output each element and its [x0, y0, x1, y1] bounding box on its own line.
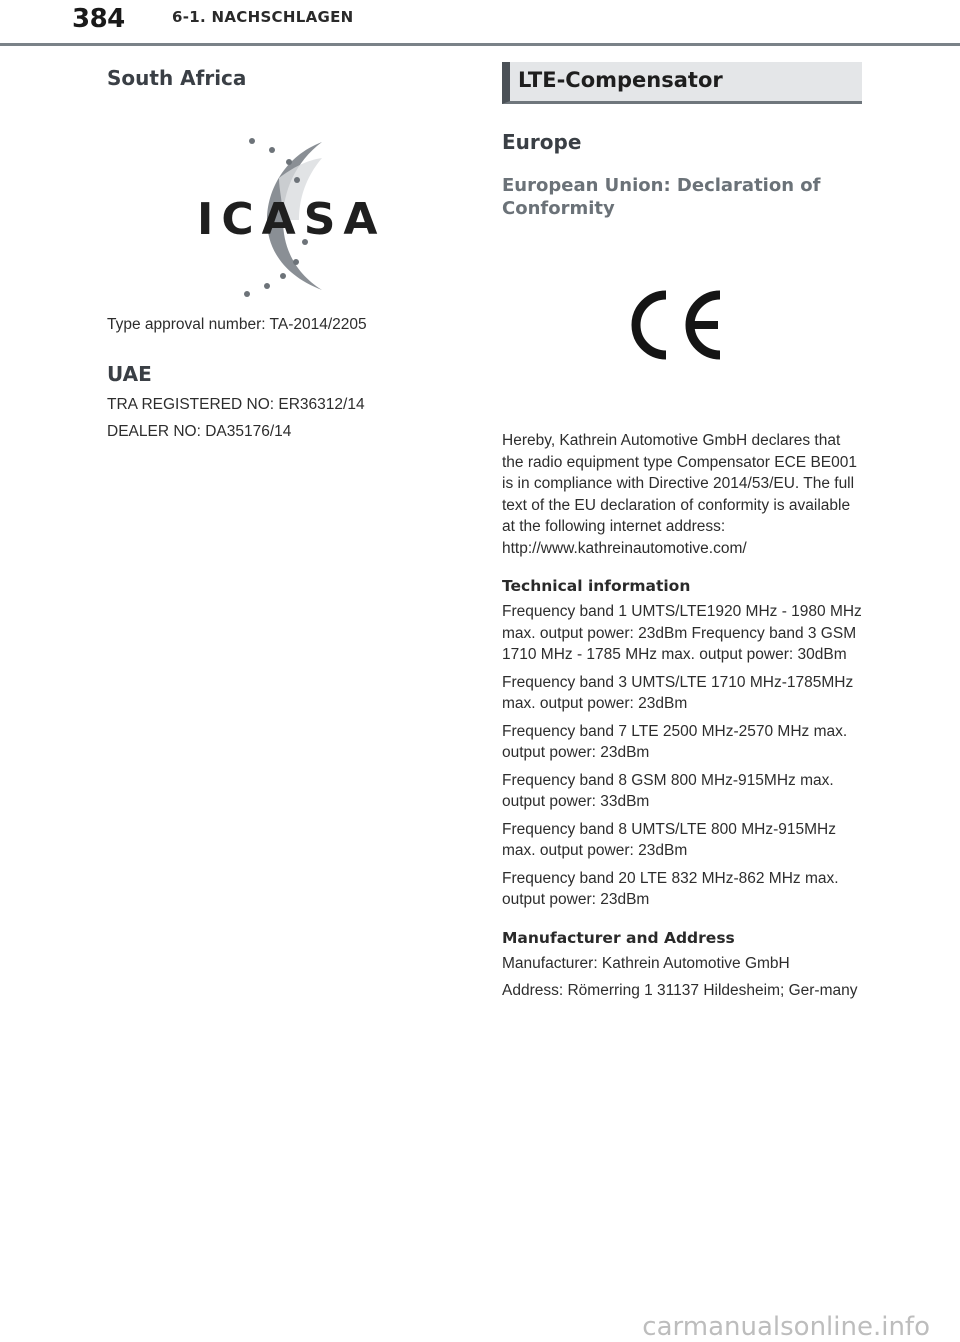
frequency-paragraph: Frequency band 3 UMTS/LTE 1710 MHz-1785MHz max. output power: 23dBm	[502, 673, 854, 712]
frequency-paragraph: Frequency band 8 GSM 800 MHz-915MHz max. output power: 33dBm	[502, 771, 834, 810]
south-africa-heading: South Africa	[107, 66, 247, 90]
ce-mark-icon	[620, 285, 730, 365]
eu-declaration-text: Hereby, Kathrein Automotive GmbH declares that the radio equipment type Compensator ECE BE001 is in compliance with Directive 2014/53/EU. The full text of the EU declaration of conformity is available at the following internet address: http://www.kathreinautomotive.com/	[502, 432, 857, 557]
uae-registered-number: TRA REGISTERED NO: ER36312/14	[107, 395, 365, 413]
frequency-paragraph: Frequency band 20 LTE 832 MHz-862 MHz max. output power: 23dBm	[502, 869, 839, 908]
uae-heading: UAE	[107, 361, 152, 386]
eu-declaration-heading: European Union: Declaration of Conformity	[502, 175, 821, 219]
icasa-logo	[197, 138, 397, 298]
type-approval-text: Type approval number: TA-2014/2205	[107, 316, 367, 333]
section-title-bar	[502, 62, 862, 104]
right-column	[502, 62, 862, 1002]
frequency-paragraph: Frequency band 1 UMTS/LTE1920 MHz - 1980 MHz max. output power: 23dBm Frequency band 3 GSM 1710 MHz - 1785 MHz max. output power: 30dBm	[502, 603, 862, 663]
europe-heading: Europe	[502, 130, 582, 154]
icasa-logo-text: ICASA	[197, 194, 386, 245]
address-text: Address: Römerring 1 31137 Hildesheim; Ger-many	[502, 982, 858, 999]
uae-dealer-number: DEALER NO: DA35176/14	[107, 423, 292, 440]
manufacturer-text: Manufacturer: Kathrein Automotive GmbH	[502, 954, 790, 972]
chapter-title: 6-1. NACHSCHLAGEN	[172, 8, 354, 26]
manufacturer-heading: Manufacturer and Address	[502, 928, 735, 947]
ce-mark-area	[502, 240, 862, 430]
frequency-paragraph: Frequency band 8 UMTS/LTE 800 MHz-915MHz max. output power: 23dBm	[502, 820, 836, 859]
section-title: LTE-Compensator	[518, 68, 723, 92]
header-divider	[0, 43, 960, 46]
technical-information-heading: Technical information	[502, 577, 691, 595]
page-number: 384	[72, 4, 125, 34]
watermark: carmanualsonline.info	[642, 1312, 930, 1342]
frequency-paragraph: Frequency band 7 LTE 2500 MHz-2570 MHz max. output power: 23dBm	[502, 722, 848, 761]
left-column	[107, 66, 437, 443]
